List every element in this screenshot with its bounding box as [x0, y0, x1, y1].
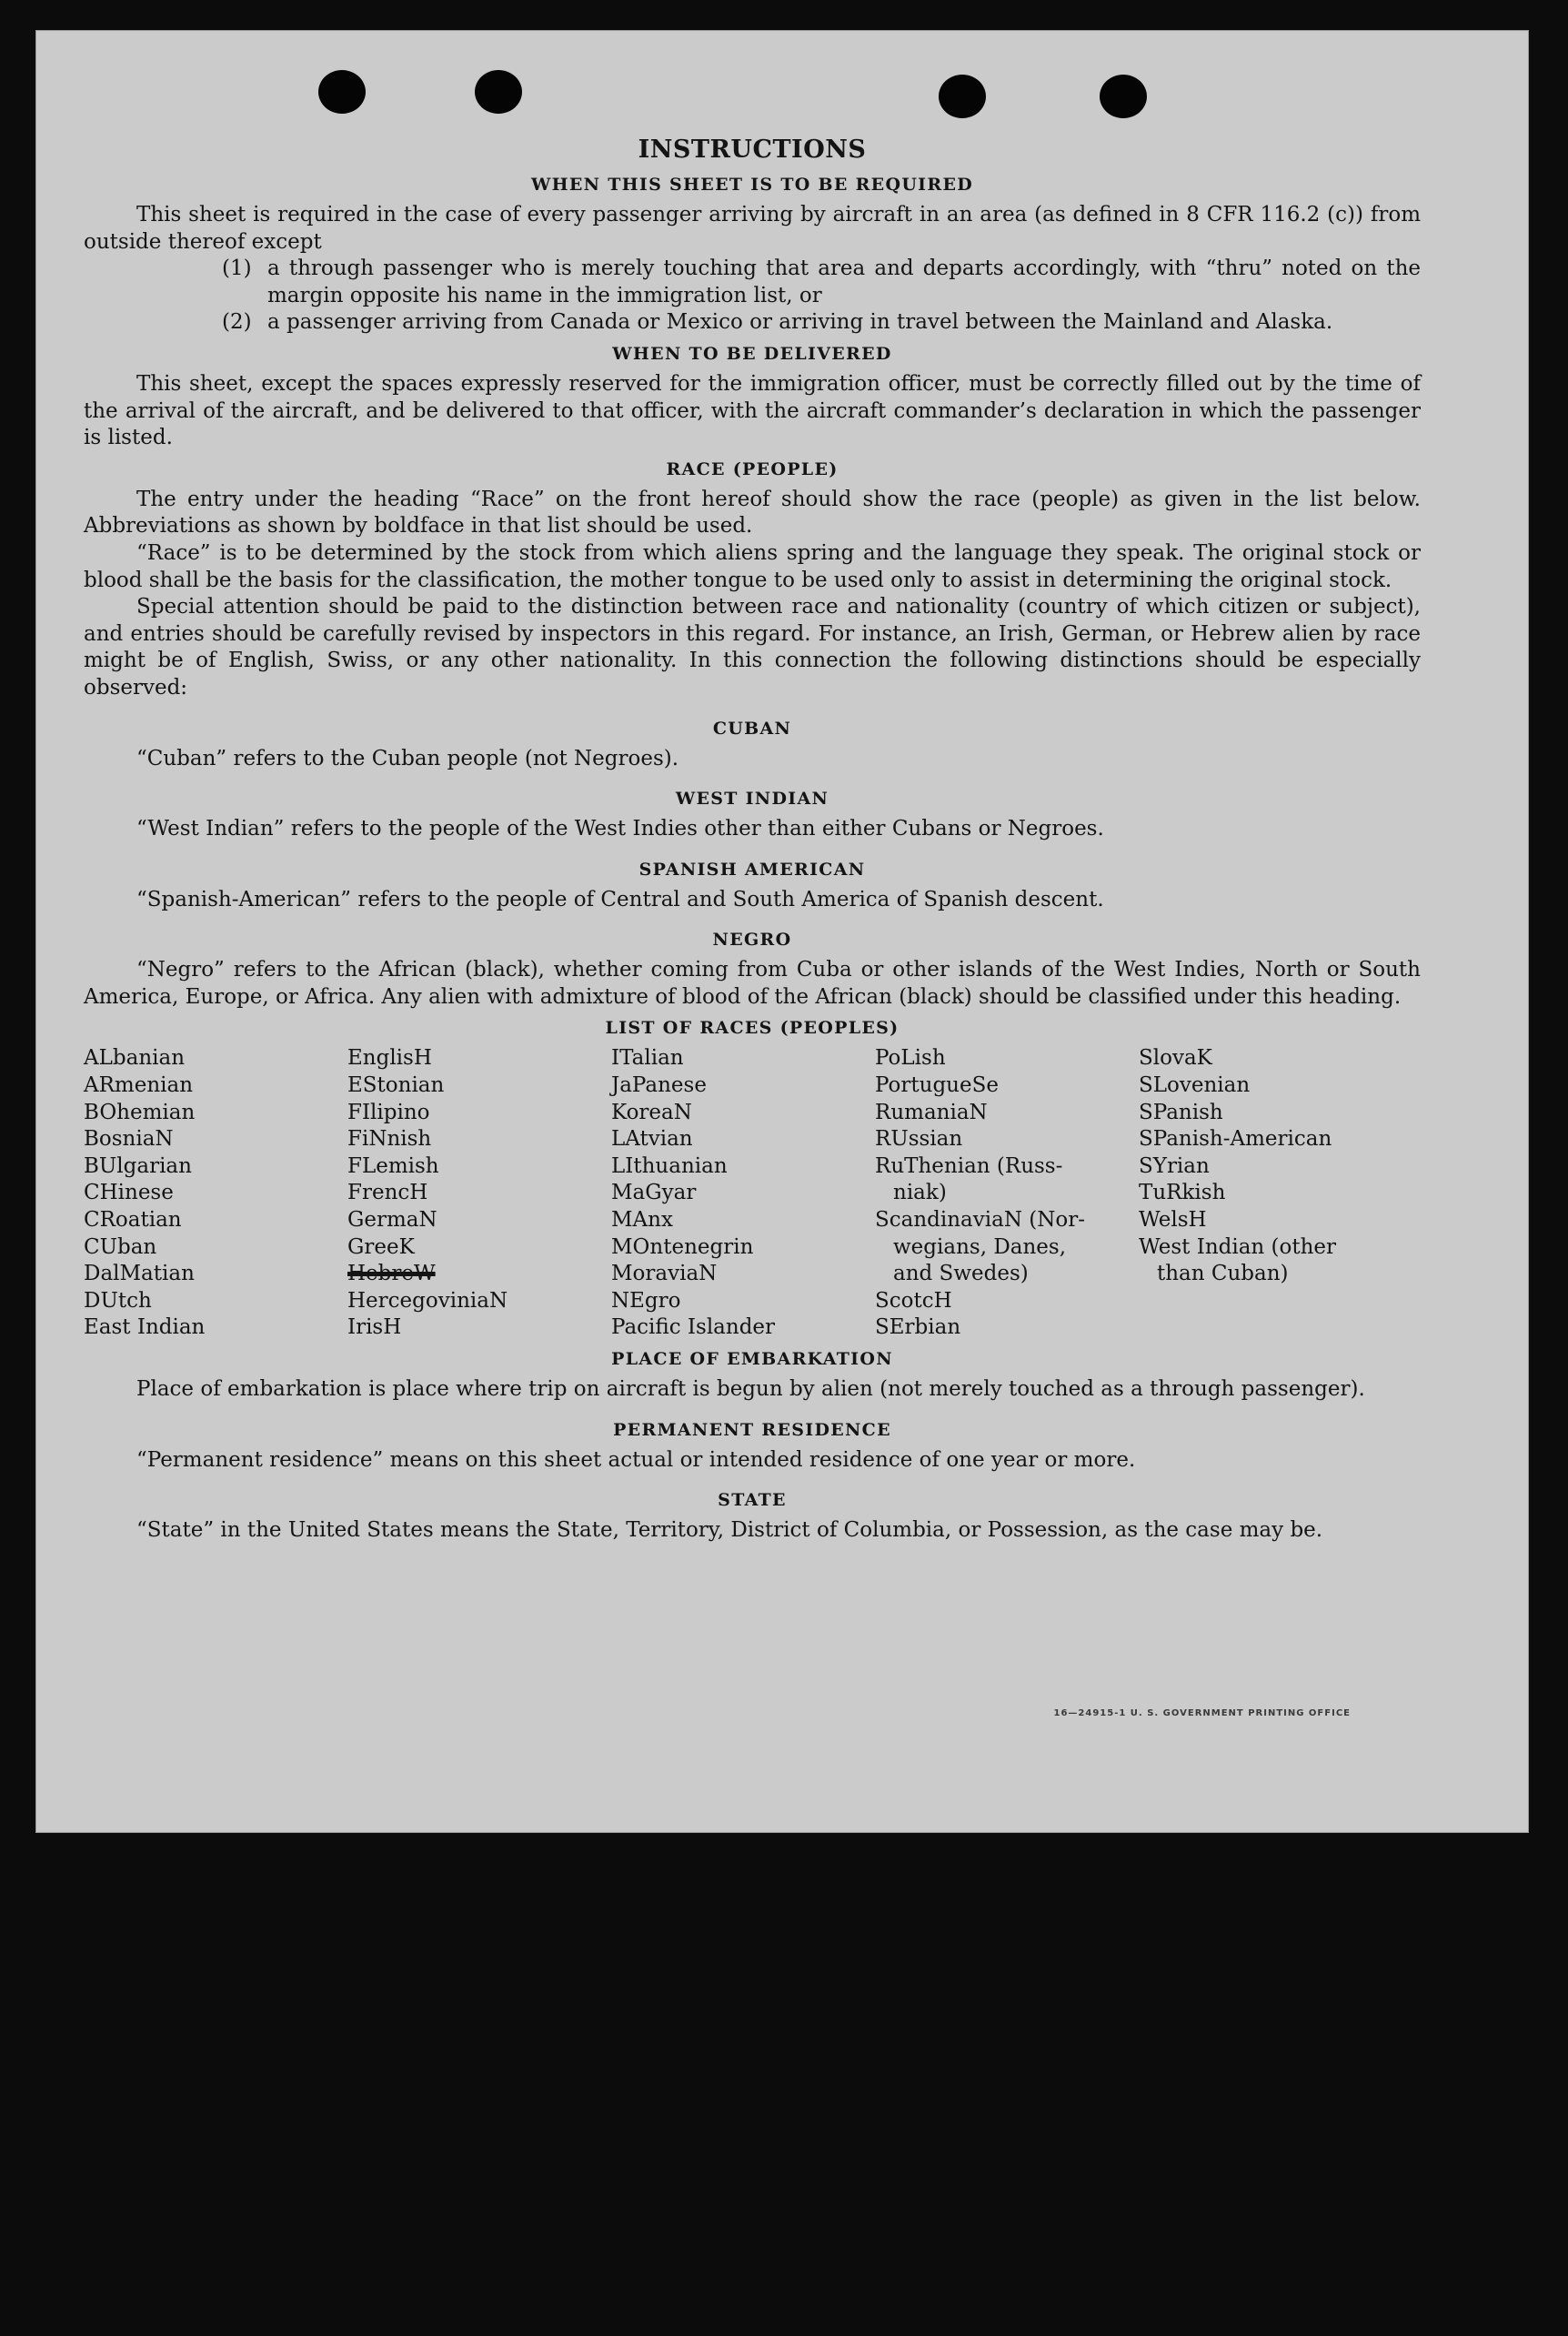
race-entry: WelsH [1139, 1208, 1207, 1233]
races-column [875, 1045, 1139, 1342]
race-entry: CRoatian [84, 1208, 182, 1233]
race-entry: PoLish [875, 1046, 946, 1071]
race-entry: EnglisH [347, 1046, 432, 1071]
page-title: INSTRUCTIONS [638, 136, 867, 164]
races-column [347, 1045, 611, 1342]
item-text: a passenger arriving from Canada or Mexico or arriving in travel between the Mainland and Alaska. [267, 310, 1333, 335]
section-heading: SPANISH AMERICAN [638, 859, 866, 880]
race-entry: wegians, Danes, [893, 1234, 1067, 1259]
race-entry: Pacific Islander [611, 1315, 776, 1340]
race-entry: SYrian [1139, 1153, 1210, 1178]
printer-imprint: 16—24915-1 U. S. GOVERNMENT PRINTING OFFICE [1053, 1708, 1351, 1718]
list-item [84, 309, 1421, 337]
race-entry: LIthuanian [611, 1153, 728, 1178]
section-heading: RACE (PEOPLE) [666, 458, 839, 479]
document-sheet [36, 31, 1528, 1832]
race-entry: and Swedes) [893, 1262, 1029, 1286]
race-entry: CUban [84, 1234, 157, 1259]
paragraph: Place of embarkation is place where trip on aircraft is begun by alien (not merely touched as a through passenger). [136, 1377, 1365, 1401]
race-entry: PortugueSe [875, 1073, 999, 1098]
paragraph: “Permanent residence” means on this sheet actual or intended residence of one year or more. [136, 1447, 1136, 1472]
paragraph: “Negro” refers to the African (black), whether coming from Cuba or other islands of the West Indies, North or South America, Europe, or Africa. Any alien with admixture of blood of the African (black) should be classified under this heading. [84, 958, 1421, 1009]
race-entry: HercegoviniaN [347, 1288, 508, 1313]
race-entry: ScandinaviaN (Nor- [875, 1208, 1085, 1233]
section-heading: PLACE OF EMBARKATION [611, 1349, 893, 1369]
punch-hole [939, 75, 986, 118]
race-entry: TuRkish [1139, 1181, 1226, 1205]
race-entry: DUtch [84, 1288, 152, 1313]
race-entry: IrisH [347, 1315, 402, 1340]
race-entry: GreeK [347, 1234, 415, 1259]
race-entry: FLemish [347, 1153, 439, 1178]
races-column [1139, 1045, 1402, 1342]
race-entry: FiNnish [347, 1127, 432, 1152]
paragraph: The entry under the heading “Race” on the front hereof should show the race (people) as given in the list below. Abbreviations as shown by boldface in that list should be used. [84, 487, 1421, 539]
section-heading: WEST INDIAN [675, 789, 829, 810]
race-entry: JaPanese [611, 1073, 707, 1098]
races-column [611, 1045, 875, 1342]
race-entry: RUssian [875, 1127, 963, 1152]
section-heading: NEGRO [712, 930, 792, 951]
paragraph: “Spanish-American” refers to the people of Central and South America of Spanish descent. [136, 887, 1104, 911]
race-entry: MOntenegrin [611, 1234, 754, 1259]
paragraph: “State” in the United States means the State, Territory, District of Columbia, or Possession, as the case may be. [136, 1518, 1323, 1543]
race-entry: SlovaK [1139, 1046, 1212, 1071]
paragraph: “West Indian” refers to the people of the West Indies other than either Cubans or Negroes. [136, 817, 1104, 841]
races-list [84, 1045, 1421, 1342]
item-number: (2) [222, 310, 252, 335]
race-entry: SLovenian [1139, 1073, 1251, 1098]
race-entry-struck: HebreW [347, 1262, 436, 1286]
paragraph: “Cuban” refers to the Cuban people (not Negroes). [136, 746, 679, 770]
punch-hole [1100, 75, 1147, 118]
punch-hole [318, 70, 366, 114]
item-number: (1) [222, 257, 252, 281]
race-entry: ITalian [611, 1046, 684, 1071]
punch-hole [475, 70, 522, 114]
race-entry: ALbanian [84, 1046, 186, 1071]
section-heading: PERMANENT RESIDENCE [613, 1419, 891, 1440]
race-entry: DalMatian [84, 1262, 195, 1286]
race-entry: MaGyar [611, 1181, 697, 1205]
instructions-body [84, 133, 1421, 1545]
race-entry: BUlgarian [84, 1153, 192, 1178]
race-entry: KoreaN [611, 1100, 692, 1124]
race-entry: FrencH [347, 1181, 428, 1205]
race-entry: MoraviaN [611, 1262, 718, 1286]
race-entry: EStonian [347, 1073, 445, 1098]
race-entry: SPanish-American [1139, 1127, 1332, 1152]
section-heading: WHEN THIS SHEET IS TO BE REQUIRED [530, 175, 974, 195]
races-column [84, 1045, 347, 1342]
section-heading: LIST OF RACES (PEOPLES) [605, 1018, 900, 1039]
race-entry: niak) [893, 1181, 947, 1205]
race-entry: LAtvian [611, 1127, 693, 1152]
race-entry: West Indian (other [1139, 1234, 1337, 1259]
race-entry: MAnx [611, 1208, 673, 1233]
race-entry: RuThenian (Russ- [875, 1153, 1063, 1178]
race-entry: GermaN [347, 1208, 437, 1233]
race-entry: ScotcH [875, 1288, 952, 1313]
paragraph: Special attention should be paid to the distinction between race and nationality (country of which citizen or subject), and entries should be carefully revised by inspectors in this regard. For instance, an Irish, German, or Hebrew alien by race might be of English, Swiss, or any other nationality. In this connection the following distinctions should be especially observed: [84, 595, 1421, 700]
race-entry: SErbian [875, 1315, 961, 1340]
paragraph: “Race” is to be determined by the stock from which aliens spring and the language they speak. The original stock or blood shall be the basis for the classification, the mother tongue to be used only to assist in determining the original stock. [84, 540, 1421, 592]
paragraph: This sheet, except the spaces expressly reserved for the immigration officer, must be correctly filled out by the time of the arrival of the aircraft, and be delivered to that officer, with the aircraft commander’s declaration in which the passenger is listed. [84, 371, 1421, 450]
race-entry: BosniaN [84, 1127, 174, 1152]
race-entry: NEgro [611, 1288, 681, 1313]
race-entry: RumaniaN [875, 1100, 988, 1124]
race-entry: than Cuban) [1157, 1262, 1289, 1286]
race-entry: SPanish [1139, 1100, 1223, 1124]
paragraph: This sheet is required in the case of every passenger arriving by aircraft in an area (as defined in 8 CFR 116.2 (c)) from outside thereof except [84, 203, 1421, 254]
section-heading: CUBAN [712, 718, 792, 739]
list-item [84, 256, 1421, 309]
race-entry: East Indian [84, 1315, 206, 1340]
item-text: a through passenger who is merely touching that area and departs accordingly, with “thru” noted on the margin opposite his name in the immigration list, or [267, 257, 1421, 307]
race-entry: CHinese [84, 1181, 174, 1205]
race-entry: ARmenian [84, 1073, 194, 1098]
race-entry: FIlipino [347, 1100, 430, 1124]
section-heading: WHEN TO BE DELIVERED [612, 343, 892, 364]
race-entry: BOhemian [84, 1100, 196, 1124]
section-heading: STATE [718, 1490, 787, 1511]
